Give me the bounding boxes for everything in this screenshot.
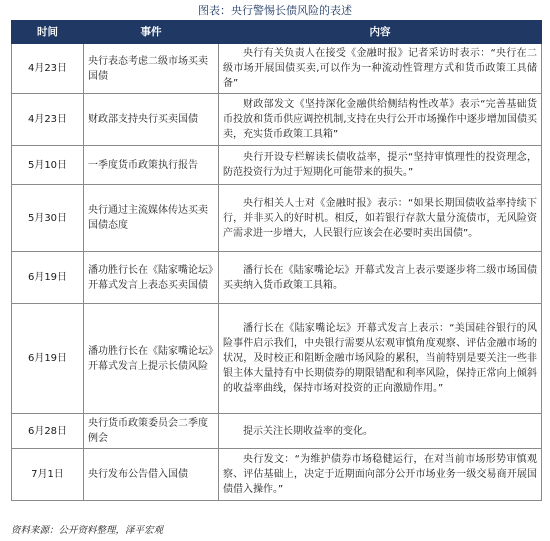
row-date: 4月23日 xyxy=(12,94,84,146)
figure-title: 图表：央行警惕长债风险的表述 xyxy=(198,4,352,17)
table-row xyxy=(12,44,542,94)
row-date: 4月23日 xyxy=(12,44,84,94)
row-event: 财政部支持央行买卖国债 xyxy=(84,94,219,146)
row-content: 央行开设专栏解读长债收益率，提示“坚持审慎理性的投资理念，防范投资行为过于短期化可能带来的损失。” xyxy=(219,146,542,185)
row-event: 央行发布公告借入国债 xyxy=(84,449,219,501)
header-event: 事件 xyxy=(84,21,219,44)
row-content: 财政部发文《坚持深化金融供给侧结构性改革》表示“完善基础货币投放和货币供应调控机制,支持在央行公开市场操作中逐步增加国债买卖，充实货币政策工具箱” xyxy=(219,94,542,146)
row-event: 一季度货币政策执行报告 xyxy=(84,146,219,185)
table-row xyxy=(12,304,542,414)
row-content: 央行相关人士对《金融时报》表示：“如果长期国债收益率持续下行，并非买入的好时机。相反，如若银行存款大量分流债市，无风险资产需求进一步增大，人民银行应该会在必要时卖出国债”。 xyxy=(219,185,542,252)
row-date: 5月30日 xyxy=(12,185,84,252)
row-content: 潘行长在《陆家嘴论坛》开幕式发言上表示：“美国硅谷银行的风险事件启示我们，中央银行需要从宏观审慎角度观察、评估金融市场的状况，及时校正和阻断金融市场风险的累积，当前特别是要关注一些非银主体大量持有中长期债券的期限错配和利率风险，保持正常向上倾斜的收益率曲线，保持市场对投资的正向激励作用。” xyxy=(219,304,542,414)
row-event: 央行货币政策委员会二季度例会 xyxy=(84,414,219,449)
table-row xyxy=(12,252,542,304)
row-content: 潘行长在《陆家嘴论坛》开幕式发言上表示要逐步将二级市场国债买卖纳入货币政策工具箱。 xyxy=(219,252,542,304)
row-event: 潘功胜行长在《陆家嘴论坛》开幕式发言上提示长债风险 xyxy=(84,304,219,414)
row-event: 央行通过主流媒体传达买卖国债态度 xyxy=(84,185,219,252)
row-date: 5月10日 xyxy=(12,146,84,185)
row-date: 6月19日 xyxy=(12,304,84,414)
table-row xyxy=(12,185,542,252)
row-content: 央行发文：“为维护债券市场稳健运行，在对当前市场形势审慎观察、评估基础上，决定于近期面向部分公开市场业务一级交易商开展国债借入操作。” xyxy=(219,449,542,501)
source-note: 资料来源：公开资料整理，泽平宏观 xyxy=(11,525,164,536)
header-content: 内容 xyxy=(219,21,542,44)
row-date: 6月19日 xyxy=(12,252,84,304)
table-header-row xyxy=(12,21,542,44)
header-time: 时间 xyxy=(12,21,84,44)
table-row xyxy=(12,94,542,146)
row-content: 提示关注长期收益率的变化。 xyxy=(219,414,542,449)
row-date: 6月28日 xyxy=(12,414,84,449)
row-content: 央行有关负责人在接受《金融时报》记者采访时表示：“央行在二级市场开展国债买卖,可以作为一种流动性管理方式和货币政策工具储备” xyxy=(219,44,542,94)
statement-table xyxy=(11,20,542,501)
row-date: 7月1日 xyxy=(12,449,84,501)
table-row xyxy=(12,146,542,185)
row-event: 央行表态考虑二级市场买卖国债 xyxy=(84,44,219,94)
table-row xyxy=(12,414,542,449)
row-event: 潘功胜行长在《陆家嘴论坛》开幕式发言上表态买卖国债 xyxy=(84,252,219,304)
table-row xyxy=(12,449,542,501)
